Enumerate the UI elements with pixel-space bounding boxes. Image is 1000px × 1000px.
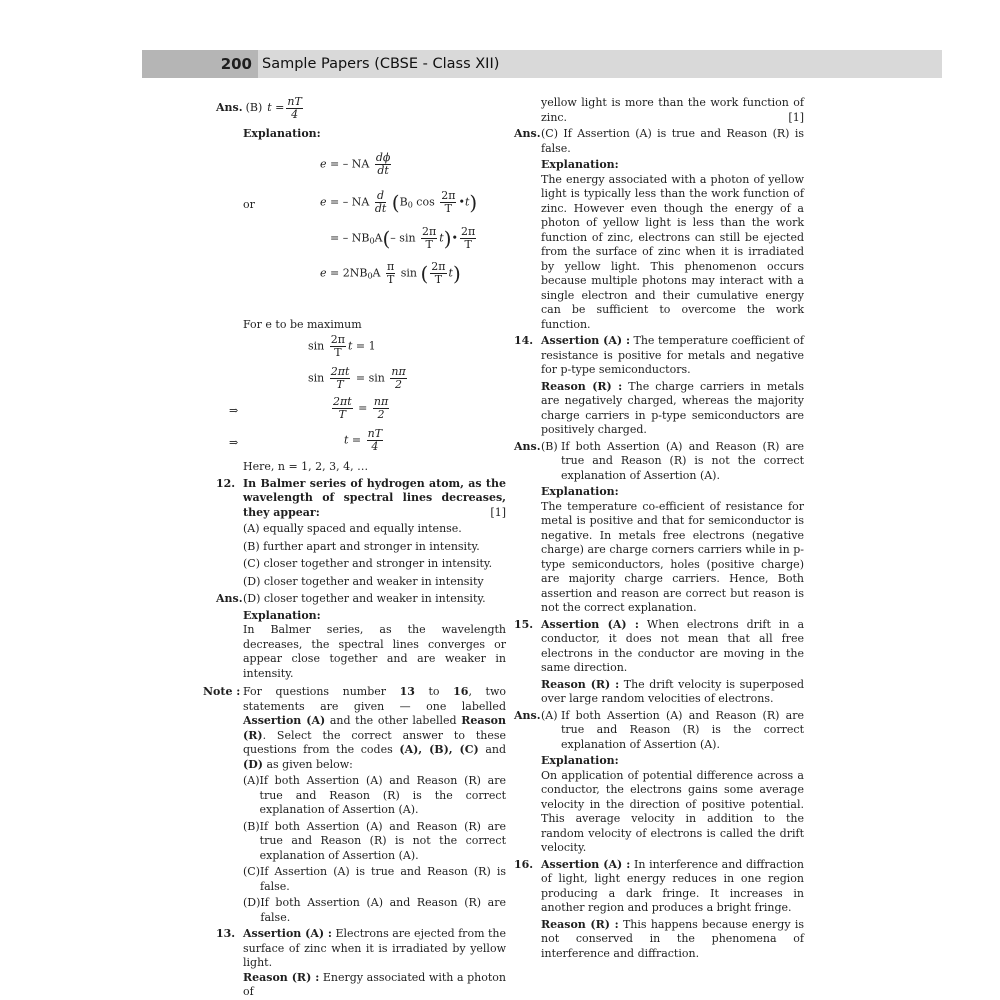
eq-b: B [399,195,408,208]
q13-num: 13. [216,927,236,940]
step-t: t [344,433,349,447]
reason-label: Reason (R) : [541,917,619,931]
note-reason: Reason (R) [243,714,506,742]
page-title: Sample Papers (CBSE - Class XII) [262,56,500,72]
ans-label: Ans. [216,101,243,115]
step-eq: = [358,401,368,415]
explanation-label: Explanation: [243,127,321,140]
q15-explanation: On application of potential difference across a conductor, the electrons gains some average velocity in the direction of positive potential. This average velocity in addition to the random velocity of electrons is called the drift velocity. [541,768,804,854]
eq-2pi-T [440,190,456,215]
step-sin: sin [308,339,325,353]
frac-den: T [336,378,344,391]
eq-2pi-T [430,261,446,286]
q16-num: 16. [514,857,534,871]
frac-num: 2πt [333,395,352,408]
eq-cos: cos [416,195,435,208]
opt-label: (A) [243,774,260,787]
note [203,685,506,772]
ans-option: (A) [541,708,558,722]
q15-answer-text: If both Assertion (A) and Reason (R) are true and Reason (R) is the correct explanation of Assertion (A). [561,708,804,751]
frac-num: 2π [330,333,345,346]
q13-answer [514,127,804,156]
step-4 [344,428,385,453]
q13-continued [514,96,804,125]
eq-e: e [320,266,327,279]
eq-minus-na: – NA [342,157,370,170]
step-eq: = [351,433,362,447]
frac-den: T [334,346,342,359]
q14-answer-text: If both Assertion (A) and Reason (R) are true and Reason (R) is not the correct explanation of Assertion (A). [561,439,804,482]
q14-reason-text: The charge carriers in metals are negatively charged, whereas the majority charge carriers in p-type semiconductors are positively charged. [541,379,804,436]
derivation-block [216,146,506,286]
q13-cont: yellow light is more than the work function of zinc. [541,96,804,124]
q12-options [216,522,506,589]
eq-t: t [448,266,453,279]
frac-den: 4 [291,108,299,121]
step-npi-2 [373,396,389,421]
step-sin: sin [308,371,325,385]
note-codes-and: and [485,743,506,756]
opt-text: If both Assertion (A) and Reason (R) are true and Reason (R) is the correct explanation of Assertion (A). [259,774,506,816]
step-nT-4 [367,428,383,453]
q12-option-a: (A) equally spaced and equally intense. [243,522,462,535]
step-npi-2 [390,366,406,391]
step-1 [308,334,376,359]
note-assertion: Assertion (A) [243,714,326,727]
note-pre: For questions number [243,685,387,698]
eq-dphi-dt [375,152,392,177]
q15-num: 15. [514,617,534,631]
ans-fraction [286,96,302,121]
opt-text: If both Assertion (A) and Reason (R) are true and Reason (R) is not the correct explanation of Assertion (A). [259,819,506,862]
step-eq1: = 1 [355,339,376,353]
q12-explanation-label: Explanation: [243,608,321,622]
reason-label: Reason (R) : [243,970,320,984]
assertion-label: Assertion (A) : [541,617,639,631]
reason-label: Reason (R) : [541,677,620,691]
frac-num: 2π [461,224,476,238]
frac-num: d [375,190,386,203]
note-text [243,685,506,772]
step-sin: sin [368,371,385,385]
eq-a: A [374,231,383,244]
q16-assertion: In interference and diffraction of light, light energy reduces in one region producing a dark fringe. It increases in another region and produces a bright fringe. [541,857,804,914]
eq-sub-0: 0 [367,271,373,280]
ans-option: (B) [245,101,263,115]
frac-num: 2πt [330,365,350,378]
opt-label: (D) [243,896,261,909]
note-option-b [243,820,506,864]
q12-option-d: (D) closer together and weaker in intensity [243,574,484,588]
frac-den: 2 [377,408,385,421]
q16-text [541,858,804,916]
note-tail: . Select the correct answer to these questions from the codes [243,728,506,756]
opt-label: (B) [243,819,260,833]
q15-answer [514,709,804,753]
note-mid: , two statements are given — one labelled [243,685,506,713]
eq-pi-T [386,261,395,286]
frac-den: T [338,408,346,421]
frac-den: 2 [395,378,403,391]
ans-label: Ans. [514,127,541,140]
q14-assertion: The temperature coefficient of resistance is positive for metals and negative for p-type semiconductors. [541,334,804,376]
frac-den: T [444,201,452,215]
frac-num: 2π [431,259,446,273]
frac-den: dt [374,201,387,215]
left-column [203,95,507,1000]
implies-arrow: ⇒ [229,436,239,449]
eq-e: e [320,195,327,208]
q12-option-b: (B) further apart and stronger in intensity. [243,539,480,553]
frac-den: dt [377,163,389,177]
step-3 [330,396,391,421]
question-13 [216,927,506,1000]
assertion-label: Assertion (A) : [243,927,332,940]
step-t: t [347,339,353,353]
q14-answer [514,440,804,484]
step-2pit-T [330,366,351,391]
note-from: 13 [399,685,415,698]
assertion-label: Assertion (A) : [541,334,630,347]
eq-t: t [439,231,444,244]
note-label: Note : [203,685,241,698]
q13-reason: Energy associated with a photon of [243,970,506,998]
q14-num: 14. [514,334,534,347]
eq-sign: = [330,195,340,208]
frac-num: nπ [373,395,389,408]
eq-row-2: e = – NA $\frac{d}{dt}$ ($B_0$ cos $\frac{2\pi}{T}$ •t) [320,188,478,215]
steps-block [216,332,506,460]
q13-answer-text: (C) If Assertion (A) is true and Reason (R) is false. [541,127,804,155]
step-2 [308,366,409,391]
q15-assertion: When electrons drift in a conductor, it does not mean that all free electrons in the conductor are moving in the same direction. [541,617,805,674]
q12-text [243,477,506,521]
q12-answer [216,592,506,607]
q13-cont-text [541,96,804,125]
q14-explanation-label: Explanation: [541,485,619,498]
ans-label: Ans. [514,439,541,453]
eq-row-4: $e = 2NB_0A$ $\frac{\pi}{T}$ sin ( $\frac{2\pi}{T}$ t) [320,259,461,286]
q12-option-c: (C) closer together and stronger in intensity. [243,557,493,570]
note-to: to [428,685,440,698]
q12-marks: [1] [490,505,506,519]
q12-answer-text: (D) closer together and weaker in intensity. [243,592,486,605]
q13-assertion: Electrons are ejected from the surface of zinc when it is irradiated by yellow light. [243,927,507,969]
or-label: or [243,197,255,211]
q15-text [541,618,804,676]
ans-label: Ans. [514,708,541,722]
question-16 [514,858,804,916]
eq-sub-0: 0 [407,200,413,209]
step-2pi-T [330,334,346,359]
frac-num: 2π [441,188,456,202]
reason-label: Reason (R) : [541,379,623,393]
q12-num: 12. [216,476,236,490]
question-12 [216,477,506,521]
q13-text [243,927,506,1000]
frac-den: T [425,237,433,251]
eq-sign: = [330,266,340,279]
q13-explanation: The energy associated with a photon of yellow light is typically less than the work function of zinc. However even though the energy of a photon of yellow light is less than the work function of zinc, electrons can still be ejected from the surface of zinc when it is irradiated by yellow light. This phenomenon occurs because multiple photons may interact with a single electron and their cumulative energy can be sufficient to overcome the work function. [541,172,804,331]
note-code-d: (D) [243,757,263,771]
right-column [514,96,804,961]
eq-minus-sin: – sin [390,231,416,244]
eq-2nb: 2NB [342,266,368,279]
eq-sin: sin [400,266,417,279]
note-option-d [243,896,506,925]
frac-num: 2π [422,224,437,238]
frac-den: T [386,272,395,286]
question-15 [514,618,804,676]
eq-row-1 [320,152,393,177]
answer-11 [216,96,506,121]
q12-explanation: In Balmer series, as the wavelength decreases, the spectral lines converges or appear close together and are weaker in intensity. [243,623,506,680]
implies-arrow: ⇒ [229,404,239,417]
note-option-a [243,774,506,818]
q13-explanation-label: Explanation: [541,158,619,171]
eq-a: A [372,266,381,279]
frac-den: T [434,272,443,286]
q15-reason-text: The drift velocity is superposed over large random velocities of electrons. [541,677,804,705]
opt-text: If both Assertion (A) and Reason (R) are false. [260,896,506,924]
frac-num: π [387,259,395,273]
eq-t: t [464,195,470,208]
q16-reason-text: This happens because energy is not conserved in the phenomena of interference and diffraction. [541,917,804,960]
here-values: Here, n = 1, 2, 3, 4, … [243,460,369,473]
eq-2pi-T [421,226,437,251]
eq-sub-0: 0 [369,236,375,245]
q16-reason [514,918,804,962]
frac-num: nT [367,427,383,440]
note-tail2: as given below: [266,757,353,771]
eq-e: e [320,157,327,170]
opt-text: If Assertion (A) is true and Reason (R) is false. [260,865,506,893]
q13-marks: [1] [788,110,804,124]
note-codes: (A), (B), (C) [399,743,479,756]
ans-eq-lhs: t = [267,101,285,115]
frac-den: T [464,237,472,251]
frac-num: nπ [391,365,406,378]
note-and: and the other labelled [329,714,457,727]
eq-2pi-T-b [460,226,476,251]
question-14 [514,334,804,378]
page-number: 200 [142,50,258,78]
q15-explanation-label: Explanation: [541,754,619,767]
q14-reason [514,380,804,438]
frac-den: 4 [371,440,379,453]
max-condition: For e to be maximum [243,317,362,331]
ans-label: Ans. [216,592,243,605]
q12-question: In Balmer series of hydrogen atom, as the wavelength of spectral lines decreases, they appear: [243,476,506,519]
note-option-c [243,865,506,894]
assertion-label: Assertion (A) : [541,857,631,871]
opt-label: (C) [243,865,260,878]
frac-num: nT [287,95,302,108]
step-2pit-T [332,396,353,421]
eq-row-3: = – $NB_0A(-$ sin $\frac{2\pi}{T}$ t)• $\frac{2\pi}{T}$ [330,224,476,251]
eq-d-dt [375,190,386,215]
eq-sign: = [330,157,340,170]
ans-option: (B) [541,439,558,453]
note-options [216,774,506,925]
note-to-num: 16 [453,685,469,698]
step-eq: = [355,371,366,385]
eq-sign: = [330,231,340,244]
eq-nb: – NB [342,231,370,244]
q15-reason [514,678,804,707]
frac-num: dϕ [375,150,391,164]
eq-minus-na: – NA [342,195,370,208]
q14-text [541,334,804,378]
q14-explanation: The temperature co-efficient of resistance for metal is positive and that for semiconductor is negative. In metals free electrons (negative charge) are charge corners carriers while in p-type semiconductors, holes (positive charge) are majority charge carriers. Hence, Both assertion and reason are correct but reason is not the correct explanation. [541,499,804,614]
